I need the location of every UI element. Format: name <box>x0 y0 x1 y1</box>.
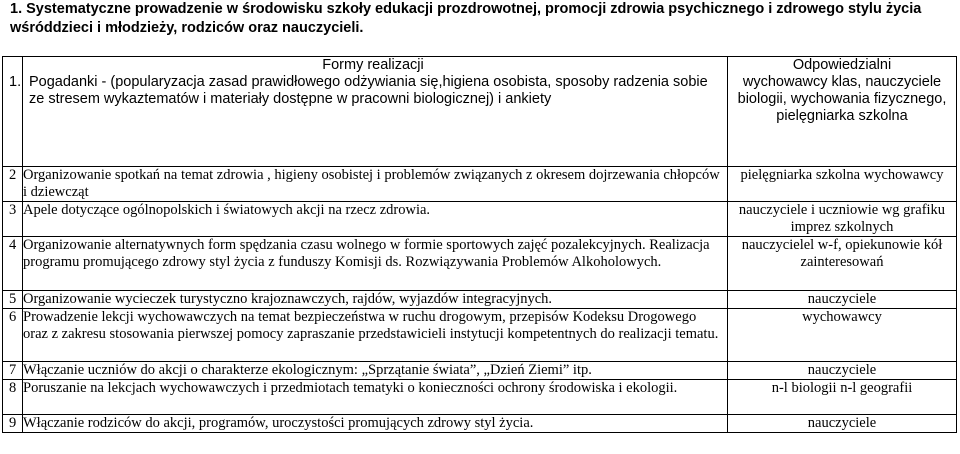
row-activity: Apele dotyczące ogólnopolskich i światowych akcji na rzecz zdrowia. <box>23 202 728 237</box>
header-num-cell <box>3 57 23 75</box>
table-row <box>3 415 957 433</box>
table-row <box>3 237 957 291</box>
row-number: 4 <box>3 237 23 291</box>
row-responsible: nauczyciele <box>728 415 957 433</box>
row-activity: Włączanie uczniów do akcji o charakterze ekologicznym: „Sprzątanie świata”, „Dzień Ziemi” itp. <box>23 362 728 380</box>
table-row <box>3 309 957 362</box>
table-header-row <box>3 57 957 75</box>
row-activity: Organizowanie alternatywnych form spędzania czasu wolnego w formie sportowych zajęć pozalekcyjnych. Realizacja programu promującego zdrowy styl życia z funduszy Komisji ds. Rozwiązywania Problemów Alkoholowych. <box>23 237 728 291</box>
row-responsible: wychowawcy <box>728 309 957 362</box>
row-activity: Prowadzenie lekcji wychowawczych na temat bezpieczeństwa w ruchu drogowym, przepisów Kodeksu Drogowego oraz z zakresu stosowania pierwszej pomocy zapraszanie przedstawicieli instytucji kompetentnych do realizacji tematu. <box>23 309 728 362</box>
row-number: 1. <box>3 74 23 167</box>
row-responsible: n-l biologii n-l geografii <box>728 380 957 415</box>
row-responsible: wychowawcy klas, nauczyciele biologii, wychowania fizycznego, pielęgniarka szkolna <box>728 74 957 167</box>
row-responsible: nauczyciele <box>728 291 957 309</box>
row-responsible: pielęgniarka szkolna wychowawcy <box>728 167 957 202</box>
row-activity: Organizowanie wycieczek turystyczno krajoznawczych, rajdów, wyjazdów integracyjnych. <box>23 291 728 309</box>
table-row <box>3 74 957 167</box>
row-number: 2 <box>3 167 23 202</box>
row-responsible: nauczyciele <box>728 362 957 380</box>
row-activity: Organizowanie spotkań na temat zdrowia , higieny osobistej i problemów związanych z okresem dojrzewania chłopców i dziewcząt <box>23 167 728 202</box>
table-row <box>3 362 957 380</box>
row-activity: Włączanie rodziców do akcji, programów, uroczystości promujących zdrowy styl życia. <box>23 415 728 433</box>
row-number: 5 <box>3 291 23 309</box>
row-number: 7 <box>3 362 23 380</box>
row-activity: Poruszanie na lekcjach wychowawczych i przedmiotach tematyki o konieczności ochrony środowiska i ekologii. <box>23 380 728 415</box>
header-responsible: Odpowiedzialni <box>728 57 957 75</box>
table-row <box>3 167 957 202</box>
table-row <box>3 380 957 415</box>
section-heading: 1. Systematyczne prowadzenie w środowisku szkoły edukacji prozdrowotnej, promocji zdrowia psychicznego i zdrowego stylu życia wśróddzieci i młodzieży, rodziców oraz nauczycieli. <box>10 1 922 36</box>
row-responsible: nauczyciele i uczniowie wg grafiku imprez szkolnych <box>728 202 957 237</box>
table-row <box>3 291 957 309</box>
row-number: 3 <box>3 202 23 237</box>
row-number: 6 <box>3 309 23 362</box>
activities-table <box>2 56 957 433</box>
row-number: 9 <box>3 415 23 433</box>
header-forms: Formy realizacji <box>23 57 728 75</box>
table-row <box>3 202 957 237</box>
row-number: 8 <box>3 380 23 415</box>
row-responsible: nauczycielel w-f, opiekunowie kół zainteresowań <box>728 237 957 291</box>
row-activity: Pogadanki - (popularyzacja zasad prawidłowego odżywiania się,higiena osobista, sposoby radzenia sobie ze stresem wykaztematów i materiały dostępne w pracowni biologicznej) i ankiety <box>23 74 728 167</box>
